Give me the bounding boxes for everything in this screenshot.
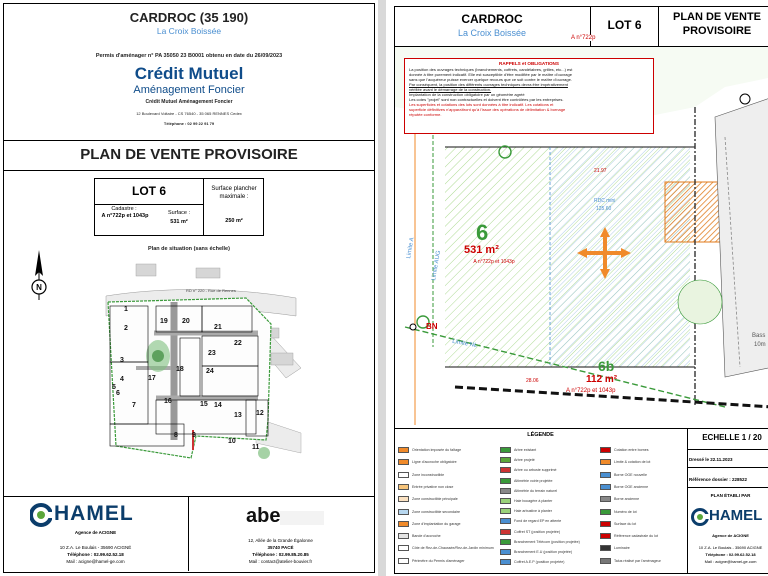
lot-number-label: 16 xyxy=(164,398,172,405)
legend-label: Haie bocagère à planter xyxy=(514,498,553,503)
lot-number-label: 24 xyxy=(206,368,214,375)
legend-item xyxy=(398,484,453,490)
legend-item xyxy=(600,459,650,465)
legend-item xyxy=(600,521,636,527)
legend-item xyxy=(398,447,461,453)
right-plan-title: PLAN DE VENTE PROVISOIRE xyxy=(672,11,761,37)
agency-name: Agence de ACIGNE xyxy=(74,530,117,535)
legend-swatch xyxy=(398,459,409,465)
lot-number-label: 6 xyxy=(116,390,120,397)
surface-label: Surface : xyxy=(167,210,190,216)
plan-by-label: PLAN ÉTABLI PAR xyxy=(710,493,751,498)
notes-line: vérifiée avant le démarrage de la construction. xyxy=(409,87,492,92)
legend-item xyxy=(500,518,561,524)
project-subtitle: La Croix Boissée xyxy=(156,26,222,36)
legend-label: Côte de Rez-de-Chaussée/Rez-de-Jardin minimum xyxy=(412,546,494,551)
legend-swatch xyxy=(398,484,409,490)
legend-label: Arbre ou arbuste supprimé xyxy=(514,468,557,473)
lot-cadastre-label: A n°722p et 1043p xyxy=(473,259,515,265)
legend-swatch xyxy=(600,558,611,564)
left-sheet xyxy=(0,0,378,576)
legend-swatch xyxy=(398,545,409,551)
notes-box xyxy=(404,58,654,134)
lot-number-label: 17 xyxy=(148,375,156,382)
lot-number-label: 6 xyxy=(476,220,489,245)
agency-mail: Mail : acigne@hamel-ge.com xyxy=(66,559,125,564)
box-separator xyxy=(203,179,204,235)
legend-label: Numéro de lot xyxy=(614,509,637,514)
legend-item xyxy=(500,488,557,494)
legend-item xyxy=(600,447,649,453)
legend-item xyxy=(500,508,552,514)
lot-number-label: 12 xyxy=(256,410,264,417)
legend-label: Bande d'accroche xyxy=(412,534,441,539)
north-label: N xyxy=(36,283,42,292)
legend-item xyxy=(600,472,647,478)
legend-item xyxy=(500,457,535,463)
legend-swatch xyxy=(398,521,409,527)
rdc-value: 125.60 xyxy=(596,206,612,212)
credit-mutuel-logo-sub: Aménagement Foncier xyxy=(133,84,245,96)
project-title: CARDROC (35 190) xyxy=(129,10,249,25)
legend-item xyxy=(600,545,630,551)
lot-number-label: 13 xyxy=(234,412,242,419)
lot-number-label: 11 xyxy=(252,444,260,451)
limite-aug-label: Limite AUG xyxy=(431,250,443,282)
hamel-logo-text: HAMEL xyxy=(709,507,763,524)
legend-swatch xyxy=(500,488,511,494)
lot-info-box xyxy=(94,178,264,236)
lot-number-label: 2 xyxy=(124,325,128,332)
legend-item xyxy=(600,509,637,515)
situation-plan xyxy=(96,258,306,498)
legend-label: Branchement E.U (position projetée) xyxy=(514,549,573,554)
legend-label: Coffret ST (position projetée) xyxy=(514,529,561,534)
legend-panel xyxy=(394,428,688,573)
edge-text-2: 10m xyxy=(754,342,766,348)
cadastre-top-label: A n°722p xyxy=(571,35,596,41)
lot-number-label: 1 xyxy=(124,306,128,313)
agency-phone: Téléphone : 02.99.62.52.18 xyxy=(705,552,756,557)
dim-bottom: 28.06 xyxy=(526,378,539,384)
cadastre-label: Cadastre : xyxy=(111,206,137,212)
legend-swatch xyxy=(398,447,409,453)
legend-label: Zone constructible principale xyxy=(412,497,458,502)
bn-label: BN xyxy=(426,322,438,331)
legend-item xyxy=(600,533,658,539)
lot-number-label: 9 xyxy=(192,432,196,439)
legend-title: LÉGENDE xyxy=(527,432,554,438)
legend-label: Arbre projeté xyxy=(514,458,535,463)
legend-item xyxy=(500,447,536,453)
legend-item xyxy=(500,467,557,473)
notes-line: donnée à titre purement indicatif. Elle est susceptible d'être modifiée par le maître d'ouvrage xyxy=(409,72,572,77)
legend-item xyxy=(500,539,580,545)
lot-number-label: 14 xyxy=(214,402,222,409)
legend-label: Branchement Télécom (position projetée) xyxy=(514,539,580,544)
lot-number-label: 7 xyxy=(132,402,136,409)
legend-swatch xyxy=(500,518,511,524)
plancher-label: Surface plancher maximale : xyxy=(211,186,257,200)
legend-swatch xyxy=(500,508,511,514)
notes-lines xyxy=(405,66,653,118)
divider xyxy=(687,487,768,488)
abe-city: 35740 PACÉ xyxy=(267,545,294,550)
legend-swatch xyxy=(398,509,409,515)
lot6b-number: 6b xyxy=(598,358,615,374)
lot-number-label: 3 xyxy=(120,357,124,364)
drawn-date: Dressé le 22.11.2023 xyxy=(689,457,733,462)
legend-label: Orientation imposée du faîtage xyxy=(412,447,462,452)
legend-label: Borne OGE nouvelle xyxy=(614,472,647,477)
legend-item xyxy=(398,521,460,527)
legend-label: Périmètre du Permis d'aménager xyxy=(412,558,465,563)
legend-item xyxy=(500,549,572,555)
abe-mail: Mail : contact@atelier-bouvier.fr xyxy=(248,559,313,564)
situation-title: Plan de situation (sans échelle) xyxy=(148,246,230,252)
plancher-value: 250 m² xyxy=(225,218,243,224)
legend-item xyxy=(398,558,465,564)
notes-title: RAPPELS et OBLIGATIONS xyxy=(499,61,559,66)
legend-label: Ligne d'accroche obligatoire xyxy=(412,460,457,465)
legend-swatch xyxy=(600,459,611,465)
legend-item xyxy=(398,509,460,515)
right-footer xyxy=(687,428,768,573)
notes-line: Implantation de la construction obligatoire par un géomètre agréé xyxy=(409,92,525,97)
lot-number-label: 10 xyxy=(228,438,236,445)
legend-label: Surface du lot xyxy=(614,521,637,526)
right-subtitle: La Croix Boissée xyxy=(457,28,527,38)
permit-line: Permis d'aménager n° PA 35050 23 B0001 obtenu en date du 26/09/2023 xyxy=(95,53,283,59)
divider xyxy=(687,467,768,468)
legend-label: Zone constructible secondaire xyxy=(412,509,460,514)
abe-logo xyxy=(246,505,326,531)
legend-swatch xyxy=(600,533,611,539)
notes-line: sans que l'acquéreur puisse exercer quelque recours que ce soit contre le maître d'ouvrage. xyxy=(409,77,572,82)
lot-number-label: 23 xyxy=(208,350,216,357)
limite-nl-label: Limite NL xyxy=(451,338,478,350)
lot-number-label: 15 xyxy=(200,401,208,408)
notes-line: Les cotes "projet" sont non contractuelles et doivent être contrôlées par les entreprises. xyxy=(409,97,564,102)
legend-swatch xyxy=(398,558,409,564)
legend-swatch xyxy=(600,496,611,502)
legend-swatch xyxy=(398,533,409,539)
legend-item xyxy=(500,529,560,535)
agency-name: Agence de ACIGNE xyxy=(712,533,749,538)
legend-label: Arbre existant xyxy=(514,447,537,452)
lot-number-label: 20 xyxy=(182,318,190,325)
divider xyxy=(658,6,659,46)
lot-number-label: 8 xyxy=(174,432,178,439)
lot-number-label: 18 xyxy=(176,366,184,373)
notes-line: réputée conforme. xyxy=(409,112,442,117)
notes-line: La position des ouvrages techniques (branchements, coffrets, candélabres, grilles, etc...) est xyxy=(409,67,573,72)
abe-logo-tagline-box xyxy=(280,511,324,525)
legend-item xyxy=(398,545,494,551)
lot6b-area: 112 m² xyxy=(586,374,618,385)
legend-item xyxy=(500,478,553,484)
lot-number-label: 5 xyxy=(112,384,116,391)
right-sheet xyxy=(386,0,768,576)
scale-label: ECHELLE 1 / 20 xyxy=(702,433,762,442)
agency-address: 10 Z.A. Le Boulais - 35690 ACIGNÉ xyxy=(59,545,132,550)
legend-swatch xyxy=(500,447,511,453)
legend-label: Altimétrie voirie projetée xyxy=(514,478,553,483)
legend-label: Limite & cotation de lot xyxy=(614,460,651,465)
surface-value: 531 m² xyxy=(170,219,188,225)
credit-mutuel-logo: Crédit Mutuel xyxy=(134,64,244,83)
legend-label: Cotation entre bornes xyxy=(614,447,649,452)
dim-top: 21.97 xyxy=(594,168,607,174)
right-title: CARDROC xyxy=(461,12,523,26)
notes-line: Par conséquent, la position des différents ouvrages techniques devra être impérativement xyxy=(409,82,568,87)
legend-swatch xyxy=(398,472,409,478)
legend-swatch xyxy=(500,559,511,565)
legend-swatch xyxy=(600,509,611,515)
legend-item xyxy=(600,484,648,490)
limite-a-label: Limite A xyxy=(406,236,416,260)
legend-label: Borne ancienne xyxy=(614,497,640,502)
lot-number-label: 22 xyxy=(234,340,242,347)
legend-item xyxy=(500,559,564,565)
abe-address: 12, Allée de la Grande Égalonne xyxy=(248,538,313,543)
legend-label: Référence cadastrale du lot xyxy=(614,534,658,539)
legend-swatch xyxy=(500,549,511,555)
legend-swatch xyxy=(600,472,611,478)
legend-swatch xyxy=(500,467,511,473)
legend-label: Zone d'implantation du garage xyxy=(412,521,461,526)
hamel-logo-icon xyxy=(30,502,52,528)
legend-item xyxy=(500,498,552,504)
legend-swatch xyxy=(600,447,611,453)
hamel-logo-icon xyxy=(691,507,709,527)
company-address: 12 Boulevard Voltaire - CS 76540 - 35 065 RENNES Cedex xyxy=(136,111,242,116)
notes-line: superficie définitives n'apparaîtront qu'à l'issue des opérations de délimitation & bornage xyxy=(409,107,566,112)
lot-number: LOT 6 xyxy=(95,179,203,205)
legend-swatch xyxy=(500,539,511,545)
divider xyxy=(3,140,375,141)
right-lot: LOT 6 xyxy=(607,18,642,32)
legend-item xyxy=(600,558,661,564)
abe-logo-text: abe xyxy=(246,505,281,527)
legend-item xyxy=(398,472,444,478)
legend-item xyxy=(398,533,441,539)
divider xyxy=(687,449,768,450)
edge-text-1: Bass xyxy=(752,333,766,339)
cadastre-value: A n°722p et 1043p xyxy=(101,213,149,219)
reference-label: Référence dossier : 228522 xyxy=(689,477,748,482)
lot-area-label: 531 m² xyxy=(464,244,499,256)
legend-label: Talus réalisé par l'aménageur xyxy=(614,558,661,563)
legend-swatch xyxy=(600,545,611,551)
lot-number-label: 4 xyxy=(120,376,124,383)
agency-address: 10 Z.A. Le Boulais - 35690 ACIGNE xyxy=(698,545,763,550)
lot-number-label: 19 xyxy=(160,318,168,325)
legend-label: Entrée privative non close xyxy=(412,484,454,489)
agency-mail: Mail : acigne@hamel-ge.com xyxy=(704,559,757,564)
legend-label: Fond de regard EP en attente xyxy=(514,519,562,524)
legend-swatch xyxy=(600,484,611,490)
hamel-logo-text: HAMEL xyxy=(54,502,134,525)
legend-label: Altimétrie du terrain naturel xyxy=(514,488,558,493)
company-name: Crédit Mutuel Aménagement Foncier xyxy=(145,99,233,105)
lot6b-cadastre: A n°722p et 1043p xyxy=(566,388,616,394)
plan-title: PLAN DE VENTE PROVISOIRE xyxy=(80,146,298,163)
svg-text:RD n° 220 - Rue de Rennes: RD n° 220 - Rue de Rennes xyxy=(186,288,236,293)
company-phone: Téléphone : 02 99 22 91 79 xyxy=(163,121,215,126)
lot-number-label: 21 xyxy=(214,324,222,331)
north-arrow-icon xyxy=(26,248,52,302)
legend-swatch xyxy=(500,478,511,484)
agency-phone: Téléphone : 02.99.62.52.18 xyxy=(67,552,124,557)
legend-swatch xyxy=(500,529,511,535)
legend-label: Zone inconstructible xyxy=(412,472,445,477)
abe-phone: Téléphone : 02.99.85.20.85 xyxy=(252,552,309,557)
legend-item xyxy=(398,496,458,502)
legend-item xyxy=(600,496,639,502)
legend-swatch xyxy=(500,457,511,463)
divider xyxy=(3,170,375,171)
legend-label: Coffret A.E.P (position projetée) xyxy=(514,560,565,565)
divider xyxy=(3,496,375,497)
legend-label: Luminaire xyxy=(614,546,630,551)
legend-swatch xyxy=(500,498,511,504)
legend-swatch xyxy=(600,521,611,527)
notes-line: Les superficies et cotations des lots sont données à titre indicatif. Les cotations et xyxy=(409,102,554,107)
legend-item xyxy=(398,459,457,465)
rdc-label: RDC mini xyxy=(594,198,616,204)
legend-label: Haie arbustive à planter xyxy=(514,509,552,514)
legend-label: Borne OGE ancienne xyxy=(614,484,649,489)
legend-swatch xyxy=(398,496,409,502)
